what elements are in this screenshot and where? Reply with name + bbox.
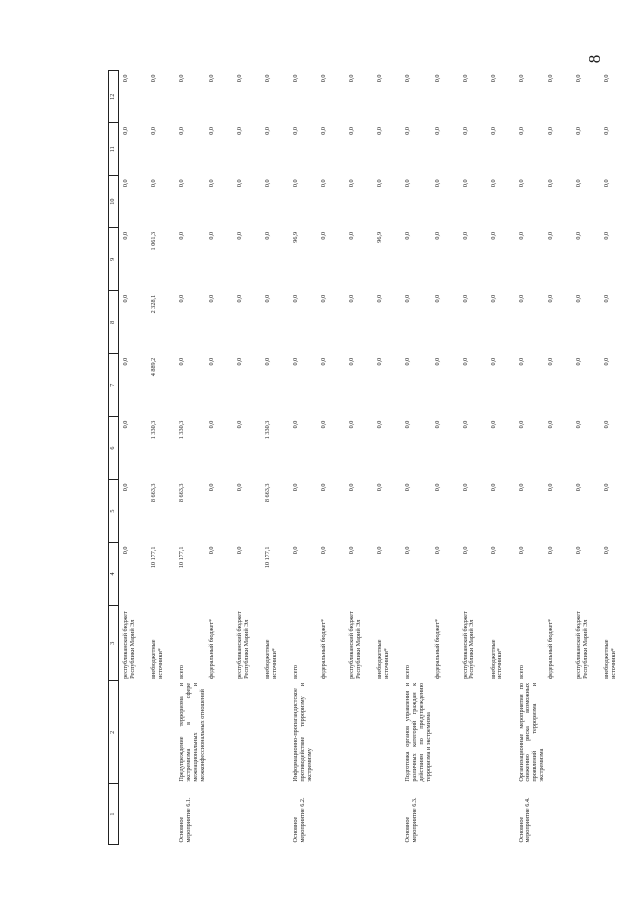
header-cell: 4 bbox=[109, 542, 119, 605]
amount-cell: 96,9 bbox=[291, 231, 299, 243]
amount-cell: 0,0 bbox=[575, 74, 583, 83]
amount-cell: 0,0 bbox=[291, 127, 299, 135]
amount-cell: 0,0 bbox=[517, 179, 525, 188]
amount-cell: 0,0 bbox=[517, 231, 525, 240]
funding-source-cell: федеральный бюджет* bbox=[319, 618, 327, 679]
header-cell: 9 bbox=[109, 228, 119, 291]
amount-cell: 0,0 bbox=[319, 74, 327, 83]
amount-cell: 0,0 bbox=[347, 294, 355, 303]
amount-cell: 0,0 bbox=[150, 179, 157, 188]
amount-cell: 0,0 bbox=[347, 127, 355, 135]
amount-cell: 0,0 bbox=[547, 546, 555, 555]
amount-cell: 1 061,3 bbox=[150, 231, 157, 251]
amount-cell: 0,0 bbox=[178, 179, 185, 188]
amount-cell: 0,0 bbox=[291, 294, 299, 303]
amount-cell: 0,0 bbox=[433, 179, 441, 188]
amount-cell: 0,0 bbox=[178, 127, 185, 135]
amount-cell: 0,0 bbox=[319, 294, 327, 303]
activity-number-cell bbox=[490, 784, 518, 845]
amount-cell: 0,0 bbox=[235, 74, 243, 83]
amount-cell: 0,0 bbox=[603, 74, 611, 83]
activity-name-cell bbox=[264, 681, 292, 784]
activity-number-cell bbox=[236, 784, 264, 845]
activity-name-cell bbox=[348, 681, 376, 784]
amount-cell: 0,0 bbox=[319, 231, 327, 240]
amount-cell: 0,0 bbox=[575, 483, 583, 492]
amount-cell: 0,0 bbox=[347, 179, 355, 188]
funding-source-cell: внебюджетные источники* bbox=[603, 639, 618, 679]
amount-cell: 0,0 bbox=[461, 179, 469, 188]
funding-source-cell: республиканский бюджет Республики Марий Эл bbox=[347, 611, 362, 679]
funding-source-cell: внебюджетные источники* bbox=[375, 639, 390, 679]
funding-source-cell: федеральный бюджет* bbox=[207, 618, 215, 679]
activity-number-cell bbox=[547, 784, 575, 845]
amount-cell: 0,0 bbox=[235, 546, 243, 555]
amount-cell: 0,0 bbox=[235, 483, 243, 492]
table-row bbox=[490, 71, 518, 845]
amount-cell: 0,0 bbox=[433, 420, 441, 429]
amount-cell: 0,0 bbox=[263, 357, 271, 366]
activity-number-cell bbox=[434, 784, 462, 845]
activity-number-cell: Основное мероприятие 6.2. bbox=[291, 797, 306, 843]
amount-cell: 10 177,1 bbox=[150, 546, 157, 569]
amount-cell: 0,0 bbox=[207, 74, 215, 83]
funding-source-cell: всего bbox=[517, 664, 525, 679]
amount-cell: 0,0 bbox=[461, 127, 469, 135]
amount-cell: 0,0 bbox=[291, 74, 299, 83]
amount-cell: 0,0 bbox=[461, 483, 469, 492]
amount-cell: 0,0 bbox=[122, 231, 129, 240]
amount-cell: 0,0 bbox=[547, 420, 555, 429]
funding-source-cell: республиканский бюджет Республики Марий Эл bbox=[575, 611, 590, 679]
amount-cell: 0,0 bbox=[489, 294, 497, 303]
amount-cell: 0,0 bbox=[489, 483, 497, 492]
amount-cell: 0,0 bbox=[603, 179, 611, 188]
table-row bbox=[208, 71, 236, 845]
amount-cell: 0,0 bbox=[575, 357, 583, 366]
funding-source-cell: внебюджетные источники* bbox=[489, 639, 504, 679]
amount-cell: 0,0 bbox=[319, 127, 327, 135]
amount-cell: 0,0 bbox=[603, 127, 611, 135]
amount-cell: 0,0 bbox=[347, 357, 355, 366]
funding-table bbox=[108, 70, 631, 845]
amount-cell: 0,0 bbox=[603, 294, 611, 303]
activity-number-cell bbox=[376, 784, 404, 845]
amount-cell: 0,0 bbox=[263, 231, 271, 240]
amount-cell: 0,0 bbox=[122, 483, 129, 492]
amount-cell: 0,0 bbox=[403, 420, 411, 429]
amount-cell: 0,0 bbox=[547, 294, 555, 303]
header-cell: 8 bbox=[109, 291, 119, 354]
amount-cell: 0,0 bbox=[319, 357, 327, 366]
activity-number-cell bbox=[264, 784, 292, 845]
header-cell: 10 bbox=[109, 175, 119, 227]
activity-name-cell bbox=[547, 681, 575, 784]
activity-name-cell bbox=[236, 681, 264, 784]
activity-number-cell: Основное мероприятие 6.4. bbox=[517, 797, 532, 843]
amount-cell: 2 328,1 bbox=[150, 294, 157, 314]
amount-cell: 0,0 bbox=[375, 179, 383, 188]
amount-cell: 0,0 bbox=[461, 546, 469, 555]
amount-cell: 0,0 bbox=[517, 127, 525, 135]
amount-cell: 0,0 bbox=[263, 74, 271, 83]
activity-number-cell bbox=[119, 784, 151, 845]
amount-cell: 8 663,3 bbox=[178, 483, 185, 503]
activity-name-cell bbox=[208, 681, 236, 784]
amount-cell: 0,0 bbox=[517, 420, 525, 429]
table-row bbox=[178, 71, 208, 845]
header-cell: 6 bbox=[109, 417, 119, 480]
amount-cell: 0,0 bbox=[547, 127, 555, 135]
amount-cell: 0,0 bbox=[603, 420, 611, 429]
activity-number-cell bbox=[348, 784, 376, 845]
amount-cell: 0,0 bbox=[235, 357, 243, 366]
amount-cell: 0,0 bbox=[122, 74, 129, 83]
activity-name-cell: Подготовка органов управления и различных категорий граждан к действиям по предупреждению терроризма и экстремизма bbox=[403, 682, 432, 782]
amount-cell: 0,0 bbox=[291, 420, 299, 429]
amount-cell: 0,0 bbox=[489, 357, 497, 366]
amount-cell: 0,0 bbox=[547, 483, 555, 492]
funding-source-cell: внебюджетные источники* bbox=[150, 639, 164, 679]
amount-cell: 0,0 bbox=[403, 231, 411, 240]
table-row bbox=[547, 71, 575, 845]
amount-cell: 0,0 bbox=[489, 179, 497, 188]
amount-cell: 0,0 bbox=[489, 127, 497, 135]
amount-cell: 0,0 bbox=[575, 231, 583, 240]
activity-number-cell bbox=[462, 784, 490, 845]
table-row bbox=[348, 71, 376, 845]
amount-cell: 0,0 bbox=[347, 483, 355, 492]
amount-cell: 0,0 bbox=[547, 231, 555, 240]
amount-cell: 0,0 bbox=[403, 546, 411, 555]
amount-cell: 0,0 bbox=[375, 546, 383, 555]
amount-cell: 4 889,2 bbox=[150, 357, 157, 377]
funding-source-cell: внебюджетные источники* bbox=[263, 639, 278, 679]
table-row bbox=[518, 71, 548, 845]
amount-cell: 0,0 bbox=[347, 231, 355, 240]
amount-cell: 0,0 bbox=[461, 420, 469, 429]
amount-cell: 0,0 bbox=[319, 546, 327, 555]
amount-cell: 0,0 bbox=[347, 420, 355, 429]
amount-cell: 0,0 bbox=[291, 357, 299, 366]
amount-cell: 10 177,1 bbox=[263, 546, 271, 569]
amount-cell: 0,0 bbox=[517, 74, 525, 83]
amount-cell: 0,0 bbox=[375, 74, 383, 83]
amount-cell: 0,0 bbox=[150, 74, 157, 83]
amount-cell: 0,0 bbox=[547, 179, 555, 188]
amount-cell: 0,0 bbox=[263, 294, 271, 303]
header-cell: 11 bbox=[109, 123, 119, 175]
amount-cell: 0,0 bbox=[178, 357, 185, 366]
amount-cell: 0,0 bbox=[433, 74, 441, 83]
table-row bbox=[376, 71, 404, 845]
amount-cell: 0,0 bbox=[178, 294, 185, 303]
amount-cell: 0,0 bbox=[603, 231, 611, 240]
amount-cell: 0,0 bbox=[489, 231, 497, 240]
table-row bbox=[575, 71, 603, 845]
amount-cell: 0,0 bbox=[207, 546, 215, 555]
amount-cell: 0,0 bbox=[150, 127, 157, 135]
amount-cell: 0,0 bbox=[461, 294, 469, 303]
amount-cell: 0,0 bbox=[403, 357, 411, 366]
table-row bbox=[320, 71, 348, 845]
activity-name-cell bbox=[150, 681, 178, 784]
activity-name-cell: Организационные мероприятия по снижению риска возможных проявлений терроризма и экстремизма bbox=[517, 682, 546, 782]
amount-cell: 0,0 bbox=[489, 420, 497, 429]
amount-cell: 0,0 bbox=[347, 74, 355, 83]
table-row bbox=[462, 71, 490, 845]
amount-cell: 1 330,3 bbox=[178, 420, 185, 440]
amount-cell: 0,0 bbox=[263, 179, 271, 188]
amount-cell: 0,0 bbox=[263, 127, 271, 135]
table-row bbox=[404, 71, 434, 845]
funding-source-cell: республиканский бюджет Республики Марий Эл bbox=[235, 611, 250, 679]
amount-cell: 0,0 bbox=[235, 231, 243, 240]
amount-cell: 0,0 bbox=[235, 294, 243, 303]
amount-cell: 0,0 bbox=[517, 357, 525, 366]
amount-cell: 0,0 bbox=[547, 357, 555, 366]
amount-cell: 0,0 bbox=[122, 420, 129, 429]
header-cell: 3 bbox=[109, 605, 119, 681]
amount-cell: 0,0 bbox=[603, 546, 611, 555]
activity-name-cell bbox=[434, 681, 462, 784]
amount-cell: 0,0 bbox=[375, 357, 383, 366]
amount-cell: 0,0 bbox=[461, 357, 469, 366]
amount-cell: 0,0 bbox=[122, 127, 129, 135]
amount-cell: 0,0 bbox=[122, 357, 129, 366]
header-cell: 12 bbox=[109, 71, 119, 124]
amount-cell: 0,0 bbox=[461, 74, 469, 83]
amount-cell: 0,0 bbox=[433, 546, 441, 555]
amount-cell: 0,0 bbox=[319, 179, 327, 188]
activity-number-cell bbox=[575, 784, 603, 845]
funding-source-cell: всего bbox=[403, 664, 411, 679]
amount-cell: 0,0 bbox=[235, 127, 243, 135]
amount-cell: 0,0 bbox=[403, 483, 411, 492]
table-row bbox=[264, 71, 292, 845]
amount-cell: 0,0 bbox=[207, 231, 215, 240]
amount-cell: 0,0 bbox=[375, 294, 383, 303]
amount-cell: 0,0 bbox=[517, 546, 525, 555]
amount-cell: 10 177,1 bbox=[178, 546, 185, 569]
activity-number-cell: Основное мероприятие 6.3. bbox=[403, 797, 418, 843]
funding-source-cell: федеральный бюджет* bbox=[547, 618, 555, 679]
amount-cell: 0,0 bbox=[375, 483, 383, 492]
amount-cell: 1 330,3 bbox=[263, 420, 271, 440]
activity-name-cell: Информационно-пропагандистское противодействие терроризму и экстремизму bbox=[291, 682, 313, 782]
amount-cell: 0,0 bbox=[517, 294, 525, 303]
amount-cell: 0,0 bbox=[603, 357, 611, 366]
amount-cell: 8 663,3 bbox=[263, 483, 271, 503]
header-cell: 2 bbox=[109, 681, 119, 784]
amount-cell: 0,0 bbox=[433, 231, 441, 240]
amount-cell: 0,0 bbox=[433, 127, 441, 135]
amount-cell: 0,0 bbox=[291, 483, 299, 492]
amount-cell: 0,0 bbox=[319, 483, 327, 492]
amount-cell: 0,0 bbox=[575, 179, 583, 188]
activity-name-cell bbox=[462, 681, 490, 784]
amount-cell: 0,0 bbox=[433, 294, 441, 303]
amount-cell: 0,0 bbox=[207, 357, 215, 366]
amount-cell: 0,0 bbox=[122, 546, 129, 555]
amount-cell: 0,0 bbox=[207, 420, 215, 429]
amount-cell: 0,0 bbox=[347, 546, 355, 555]
funding-source-cell: всего bbox=[291, 664, 299, 679]
table-row bbox=[603, 71, 631, 845]
activity-number-cell bbox=[603, 784, 631, 845]
amount-cell: 1 330,3 bbox=[150, 420, 157, 440]
amount-cell: 0,0 bbox=[403, 127, 411, 135]
activity-name-cell: Предупреждение терроризма и экстремизма в сфере межнациональных и межконфессиональных отношений bbox=[178, 682, 206, 782]
amount-cell: 0,0 bbox=[178, 231, 185, 240]
amount-cell: 0,0 bbox=[575, 546, 583, 555]
amount-cell: 0,0 bbox=[122, 294, 129, 303]
table-row bbox=[119, 71, 151, 845]
amount-cell: 0,0 bbox=[207, 294, 215, 303]
amount-cell: 0,0 bbox=[489, 546, 497, 555]
header-cell: 1 bbox=[109, 784, 119, 845]
amount-cell: 96,9 bbox=[375, 231, 383, 243]
amount-cell: 0,0 bbox=[517, 483, 525, 492]
funding-source-cell: республиканский бюджет Республики Марий Эл bbox=[122, 611, 136, 679]
amount-cell: 0,0 bbox=[319, 420, 327, 429]
activity-name-cell bbox=[320, 681, 348, 784]
amount-cell: 0,0 bbox=[403, 74, 411, 83]
amount-cell: 0,0 bbox=[207, 483, 215, 492]
amount-cell: 0,0 bbox=[603, 483, 611, 492]
amount-cell: 0,0 bbox=[291, 546, 299, 555]
amount-cell: 0,0 bbox=[575, 294, 583, 303]
activity-number-cell bbox=[150, 784, 178, 845]
amount-cell: 0,0 bbox=[575, 420, 583, 429]
activity-name-cell bbox=[119, 681, 151, 784]
activity-name-cell bbox=[490, 681, 518, 784]
amount-cell: 0,0 bbox=[575, 127, 583, 135]
amount-cell: 0,0 bbox=[291, 179, 299, 188]
amount-cell: 0,0 bbox=[207, 127, 215, 135]
amount-cell: 0,0 bbox=[547, 74, 555, 83]
page-number: 8 bbox=[585, 54, 604, 64]
table-row bbox=[292, 71, 320, 845]
amount-cell: 0,0 bbox=[178, 74, 185, 83]
header-cell: 5 bbox=[109, 480, 119, 543]
amount-cell: 0,0 bbox=[207, 179, 215, 188]
funding-source-cell: республиканский бюджет Республики Марий Эл bbox=[461, 611, 476, 679]
amount-cell: 0,0 bbox=[235, 420, 243, 429]
amount-cell: 0,0 bbox=[403, 294, 411, 303]
amount-cell: 0,0 bbox=[489, 74, 497, 83]
table-row bbox=[236, 71, 264, 845]
amount-cell: 8 663,3 bbox=[150, 483, 157, 503]
activity-number-cell bbox=[208, 784, 236, 845]
amount-cell: 0,0 bbox=[375, 127, 383, 135]
amount-cell: 0,0 bbox=[433, 483, 441, 492]
table-row bbox=[434, 71, 462, 845]
amount-cell: 0,0 bbox=[122, 179, 129, 188]
amount-cell: 0,0 bbox=[403, 179, 411, 188]
amount-cell: 0,0 bbox=[235, 179, 243, 188]
amount-cell: 0,0 bbox=[461, 231, 469, 240]
header-cell: 7 bbox=[109, 354, 119, 417]
activity-name-cell bbox=[575, 681, 603, 784]
activity-name-cell bbox=[376, 681, 404, 784]
funding-source-cell: всего bbox=[178, 664, 185, 679]
header-row bbox=[109, 71, 119, 845]
table-row bbox=[150, 71, 178, 845]
activity-name-cell bbox=[603, 681, 631, 784]
amount-cell: 0,0 bbox=[375, 420, 383, 429]
activity-number-cell bbox=[320, 784, 348, 845]
funding-source-cell: федеральный бюджет* bbox=[433, 618, 441, 679]
activity-number-cell: Основное мероприятие 6.1. bbox=[178, 797, 192, 843]
amount-cell: 0,0 bbox=[433, 357, 441, 366]
